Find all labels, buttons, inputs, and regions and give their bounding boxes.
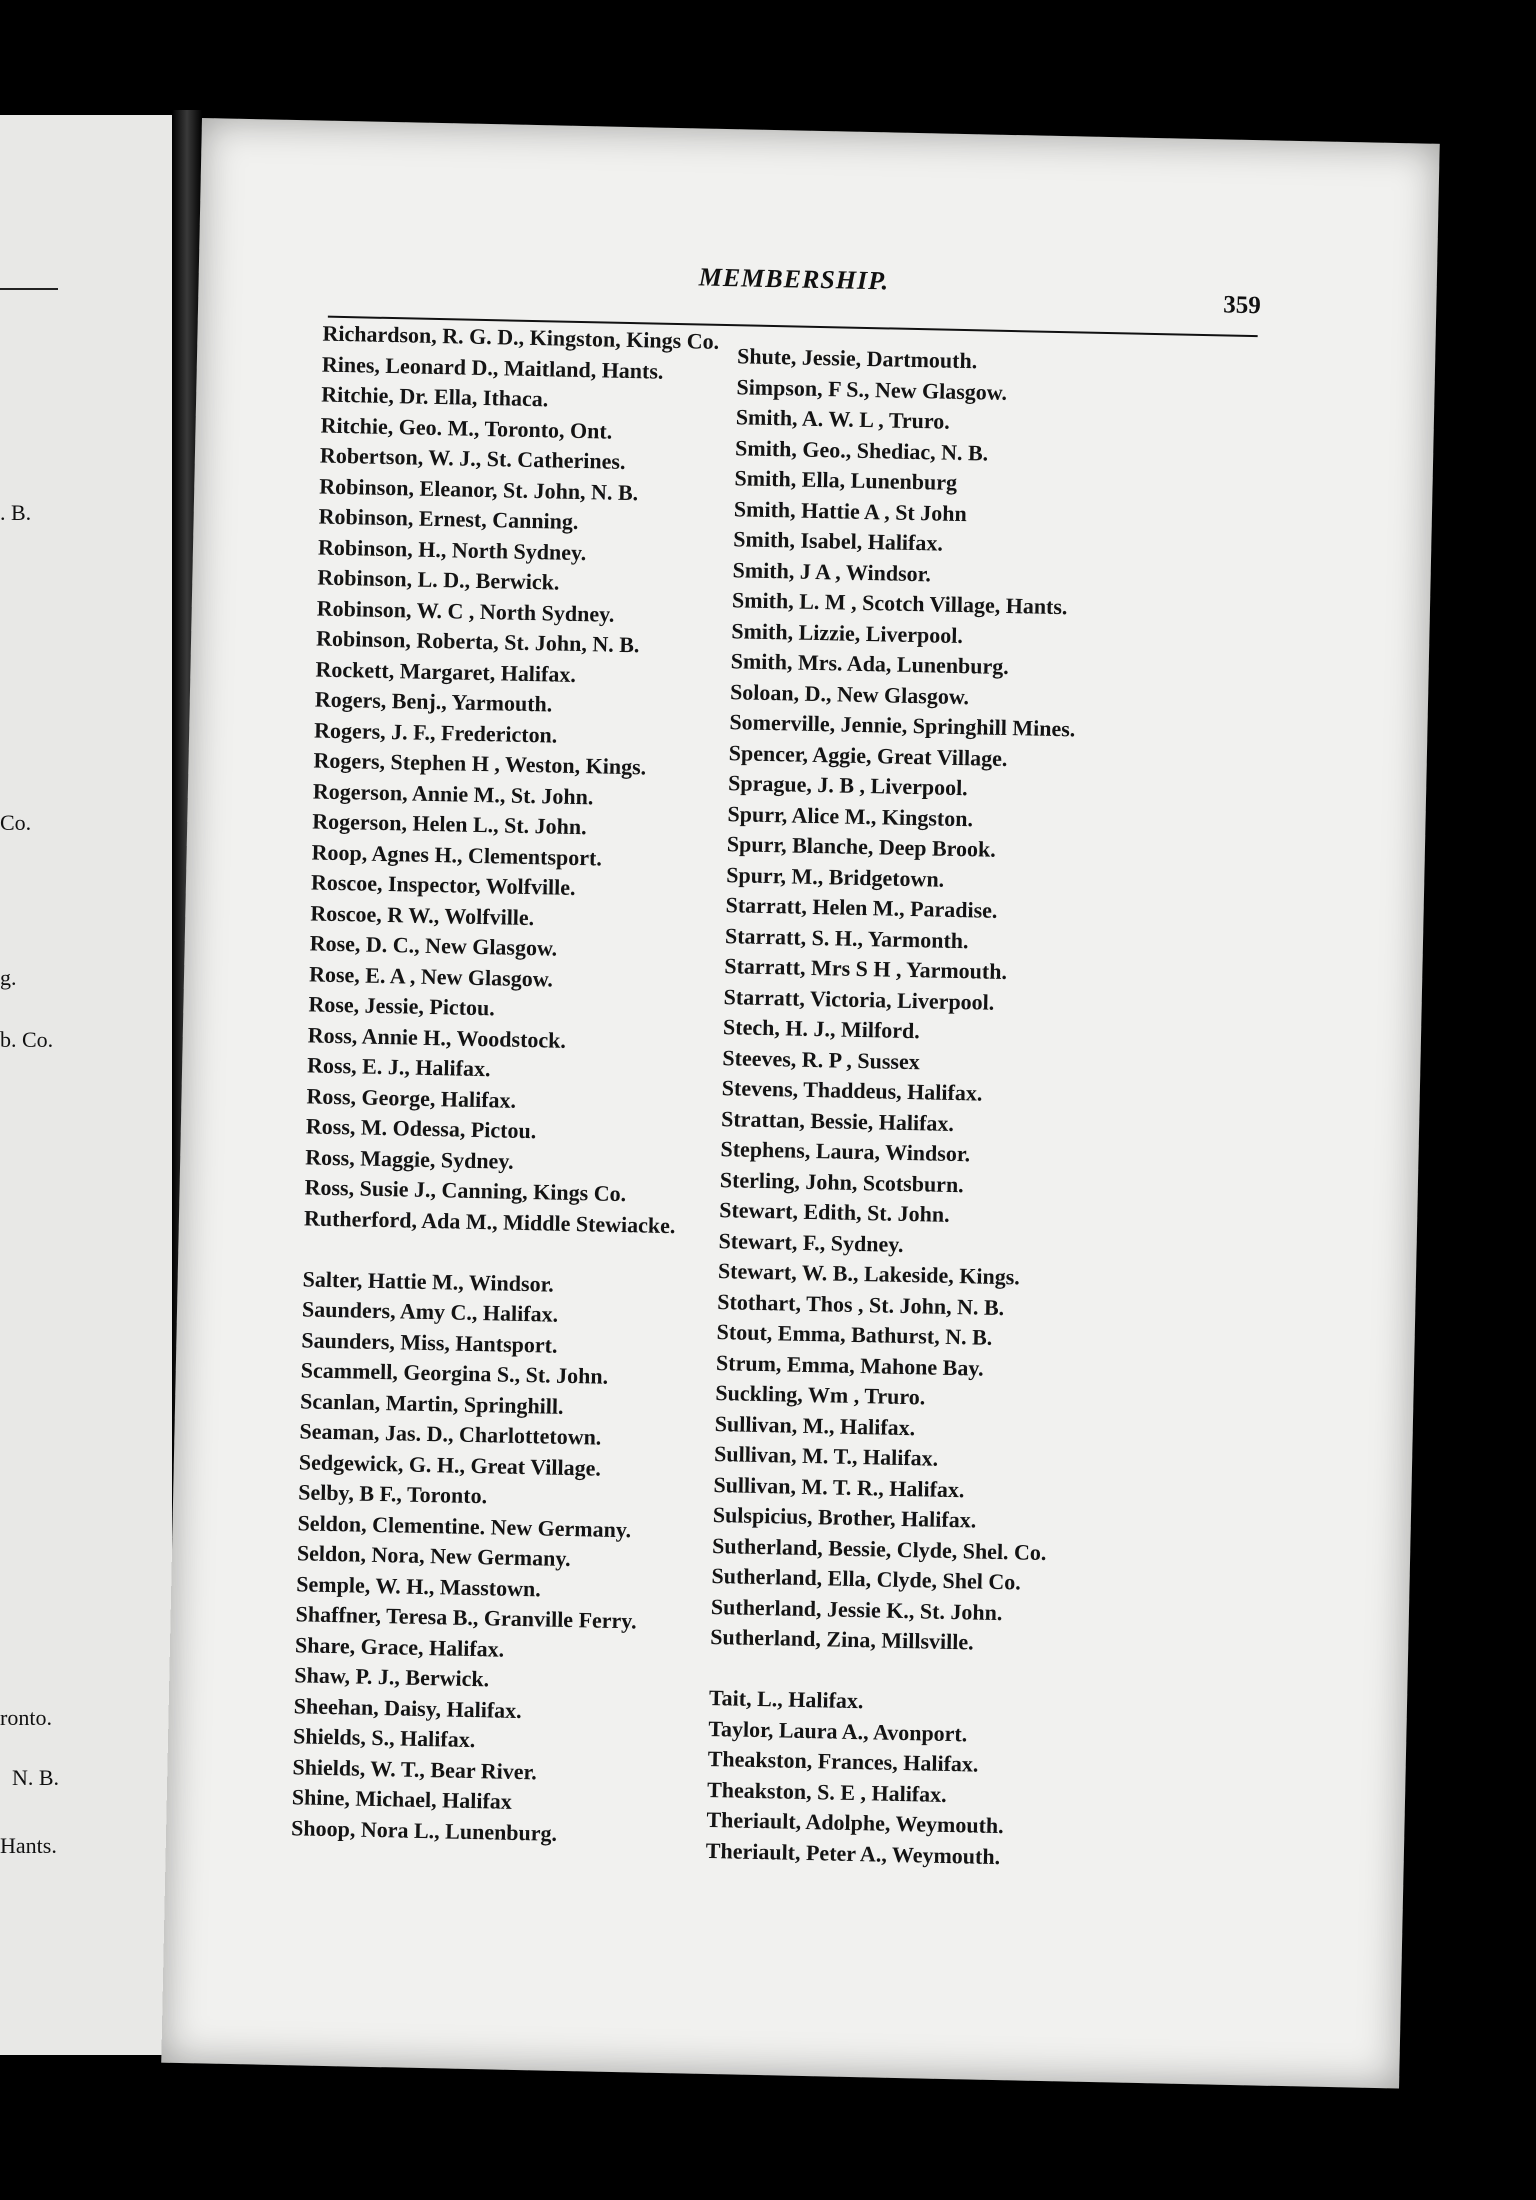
member-entry: Robertson, W. J., St. Catherines. bbox=[319, 442, 626, 474]
membership-page bbox=[161, 118, 1439, 2089]
member-entry: Rockett, Margaret, Halifax. bbox=[315, 656, 577, 687]
member-entry: Robinson, L. D., Berwick. bbox=[317, 564, 560, 595]
member-entry: Steeves, R. P , Sussex bbox=[722, 1044, 921, 1074]
member-entry: Ritchie, Dr. Ella, Ithaca. bbox=[320, 381, 549, 412]
left-fragment-text: b. Co. bbox=[0, 1027, 54, 1052]
member-entry: Smith, Lizzie, Liverpool. bbox=[731, 617, 964, 648]
member-entry: Shields, S., Halifax. bbox=[292, 1723, 476, 1753]
member-entry: Shaffner, Teresa B., Granville Ferry. bbox=[295, 1601, 637, 1634]
page-number: 359 bbox=[1223, 291, 1262, 320]
left-fragment-text: Co. bbox=[0, 810, 32, 835]
member-entry: Ross, E. J., Halifax. bbox=[306, 1052, 491, 1082]
member-entry: Sterling, John, Scotsburn. bbox=[719, 1166, 964, 1197]
member-entry: Robinson, Roberta, St. John, N. B. bbox=[315, 625, 640, 658]
member-entry: Simpson, F S., New Glasgow. bbox=[736, 373, 1008, 405]
member-entry: Selby, B F., Toronto. bbox=[297, 1479, 488, 1509]
left-page-fragment bbox=[0, 115, 172, 2055]
member-entry: Theakston, Frances, Halifax. bbox=[707, 1745, 979, 1777]
member-entry: Starratt, Helen M., Paradise. bbox=[725, 892, 998, 923]
member-entry: Sedgewick, G. H., Great Village. bbox=[298, 1448, 602, 1481]
member-entry: Ross, Maggie, Sydney. bbox=[305, 1143, 514, 1174]
member-entry: Shields, W. T., Bear River. bbox=[292, 1753, 538, 1784]
member-entry: Starratt, Victoria, Liverpool. bbox=[723, 983, 995, 1015]
member-entry: Smith, L. M , Scotch Village, Hants. bbox=[731, 587, 1068, 620]
member-entry: Starratt, S. H., Yarmonth. bbox=[724, 922, 969, 953]
member-entry: Scammell, Georgina S., St. John. bbox=[300, 1357, 609, 1389]
left-fragment-text: ronto. bbox=[0, 1705, 52, 1730]
member-entry: Rose, Jessie, Pictou. bbox=[308, 991, 496, 1021]
member-entry: Shute, Jessie, Dartmouth. bbox=[736, 343, 978, 374]
member-entry: Robinson, W. C , North Sydney. bbox=[316, 595, 615, 627]
member-entry: Stephens, Laura, Windsor. bbox=[720, 1136, 971, 1167]
page-title: MEMBERSHIP. bbox=[698, 262, 890, 296]
member-entry: Saunders, Miss, Hantsport. bbox=[301, 1326, 558, 1358]
member-entry: Semple, W. H., Masstown. bbox=[296, 1570, 542, 1601]
member-entry: Rines, Leonard D., Maitland, Hants. bbox=[321, 351, 664, 384]
member-entry: Saunders, Amy C., Halifax. bbox=[301, 1296, 559, 1327]
member-entry: Smith, Isabel, Halifax. bbox=[733, 526, 944, 556]
member-list-right bbox=[706, 341, 1084, 1873]
member-entry: Rutherford, Ada M., Middle Stewiacke. bbox=[303, 1204, 676, 1238]
member-entry: Smith, J A , Windsor. bbox=[732, 556, 932, 586]
left-fragment-text: g. bbox=[0, 965, 17, 990]
member-entry: Scanlan, Martin, Springhill. bbox=[299, 1387, 564, 1419]
member-entry: Roscoe, R W., Wolfville. bbox=[310, 899, 535, 930]
member-entry: Sutherland, Bessie, Clyde, Shel. Co. bbox=[711, 1532, 1047, 1565]
member-entry: Robinson, H., North Sydney. bbox=[317, 534, 587, 565]
member-entry: Stevens, Thaddeus, Halifax. bbox=[721, 1075, 983, 1106]
member-entry: Stewart, F., Sydney. bbox=[718, 1227, 904, 1257]
member-entry: Robinson, Ernest, Canning. bbox=[318, 503, 579, 534]
member-entry: Shine, Michael, Halifax bbox=[291, 1784, 513, 1814]
member-entry: Roop, Agnes H., Clementsport. bbox=[311, 838, 603, 871]
member-entry: Ross, Susie J., Canning, Kings Co. bbox=[304, 1174, 627, 1207]
member-entry: Smith, Hattie A , St John bbox=[733, 495, 968, 526]
left-page-rule bbox=[0, 288, 58, 290]
member-entry: Spurr, M., Bridgetown. bbox=[726, 861, 945, 892]
member-entry: Taylor, Laura A., Avonport. bbox=[708, 1715, 968, 1746]
member-entry: Suckling, Wm , Truro. bbox=[715, 1380, 926, 1410]
member-entry: Rogerson, Annie M., St. John. bbox=[312, 777, 594, 809]
member-entry: Sullivan, M., Halifax. bbox=[714, 1410, 916, 1440]
member-entry: Shoop, Nora L., Lunenburg. bbox=[290, 1814, 558, 1846]
member-entry: Soloan, D., New Glasgow. bbox=[729, 678, 970, 709]
member-entry: Rose, E. A , New Glasgow. bbox=[308, 960, 554, 992]
member-entry: Tait, L., Halifax. bbox=[708, 1684, 864, 1714]
member-entry: Richardson, R. G. D., Kingston, Kings Co. bbox=[322, 320, 720, 354]
member-entry: Stewart, Edith, St. John. bbox=[718, 1197, 950, 1227]
member-entry: Rogers, Stephen H , Weston, Kings. bbox=[313, 747, 647, 780]
member-entry: Share, Grace, Halifax. bbox=[294, 1631, 505, 1662]
member-entry: Stothart, Thos , St. John, N. B. bbox=[717, 1288, 1005, 1320]
member-entry: Ross, Annie H., Woodstock. bbox=[307, 1021, 567, 1053]
member-entry: Smith, Mrs. Ada, Lunenburg. bbox=[730, 648, 1010, 680]
member-entry: Sprague, J. B , Liverpool. bbox=[727, 770, 968, 801]
left-fragment-text: N. B. bbox=[12, 1765, 60, 1790]
member-entry: Roscoe, Inspector, Wolfville. bbox=[310, 869, 576, 900]
member-entry: Sullivan, M. T. R., Halifax. bbox=[713, 1471, 965, 1502]
member-entry: Rogerson, Helen L., St. John. bbox=[312, 808, 587, 840]
member-entry: Spurr, Alice M., Kingston. bbox=[727, 800, 974, 831]
member-entry: Robinson, Eleanor, St. John, N. B. bbox=[319, 473, 639, 505]
member-entry: Rogers, Benj., Yarmouth. bbox=[314, 686, 553, 717]
member-entry: Strattan, Bessie, Halifax. bbox=[720, 1105, 955, 1136]
member-entry: Ross, George, Halifax. bbox=[306, 1082, 517, 1113]
member-entry: Rogers, J. F., Fredericton. bbox=[313, 716, 558, 748]
left-fragment-text: Hants. bbox=[0, 1833, 57, 1858]
member-entry: Stech, H. J., Milford. bbox=[722, 1014, 921, 1044]
member-entry: Ritchie, Geo. M., Toronto, Ont. bbox=[320, 412, 613, 444]
member-entry: Sutherland, Zina, Millsville. bbox=[710, 1623, 974, 1655]
member-entry: Ross, M. Odessa, Pictou. bbox=[305, 1113, 537, 1144]
member-entry: Smith, Geo., Shediac, N. B. bbox=[734, 434, 989, 466]
member-entry: Theriault, Adolphe, Weymouth. bbox=[706, 1806, 1004, 1839]
member-entry: Smith, A. W. L , Truro. bbox=[735, 404, 951, 434]
member-entry: Spurr, Blanche, Deep Brook. bbox=[726, 831, 997, 862]
member-entry: Seaman, Jas. D., Charlottetown. bbox=[299, 1418, 602, 1450]
member-entry: Seldon, Nora, New Germany. bbox=[296, 1540, 571, 1572]
member-entry: Theriault, Peter A., Weymouth. bbox=[705, 1837, 1001, 1869]
member-entry: Somerville, Jennie, Springhill Mines. bbox=[729, 709, 1076, 742]
member-entry: Spencer, Aggie, Great Village. bbox=[728, 739, 1008, 771]
member-entry: Salter, Hattie M., Windsor. bbox=[302, 1265, 555, 1297]
member-list-left bbox=[291, 319, 720, 1852]
member-entry: Sutherland, Ella, Clyde, Shel Co. bbox=[711, 1562, 1022, 1595]
member-entry: Stout, Emma, Bathurst, N. B. bbox=[716, 1319, 993, 1350]
member-entry: Theakston, S. E , Halifax. bbox=[706, 1776, 947, 1807]
member-entry: Starratt, Mrs S H , Yarmouth. bbox=[724, 953, 1008, 985]
member-entry: Strum, Emma, Mahone Bay. bbox=[715, 1349, 984, 1381]
member-entry: Seldon, Clementine. New Germany. bbox=[297, 1509, 632, 1542]
member-entry: Sheehan, Daisy, Halifax. bbox=[293, 1692, 522, 1723]
member-entry: Rose, D. C., New Glasgow. bbox=[309, 930, 558, 961]
member-entry: Sulspicius, Brother, Halifax. bbox=[712, 1502, 977, 1533]
member-entry: Shaw, P. J., Berwick. bbox=[294, 1662, 490, 1692]
member-entry: Smith, Ella, Lunenburg bbox=[734, 465, 958, 495]
member-entry: Sutherland, Jessie K., St. John. bbox=[710, 1593, 1003, 1625]
member-entry: Stewart, W. B., Lakeside, Kings. bbox=[717, 1258, 1021, 1290]
left-fragment-text: . B. bbox=[0, 500, 32, 525]
member-entry: Sullivan, M. T., Halifax. bbox=[713, 1441, 939, 1471]
